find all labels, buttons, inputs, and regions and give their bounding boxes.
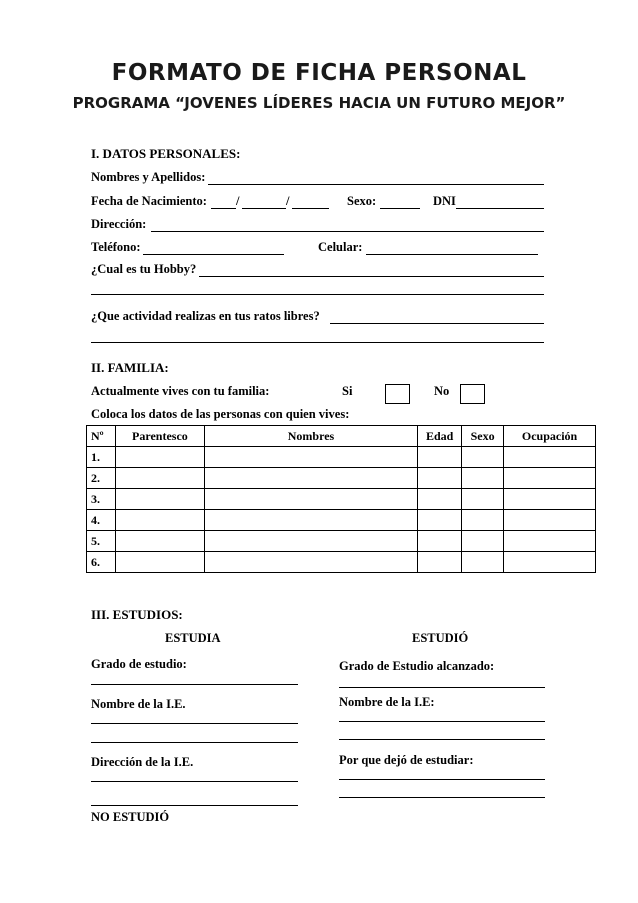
relationship-cell[interactable]: [115, 531, 204, 552]
names-label: Nombres y Apellidos:: [91, 170, 206, 184]
dni-label: DNI: [433, 194, 456, 208]
column-header-number: Nº: [87, 426, 116, 447]
section-personal-heading: I. DATOS PERSONALES:: [91, 146, 241, 161]
birth-day-field[interactable]: [211, 208, 236, 209]
occupation-cell[interactable]: [504, 489, 596, 510]
names-cell[interactable]: [204, 468, 417, 489]
school-name-label: Nombre de la I.E.: [91, 697, 186, 711]
birth-separator: /: [236, 194, 240, 208]
relationship-cell[interactable]: [115, 447, 204, 468]
table-row: [87, 510, 596, 531]
names-cell[interactable]: [204, 447, 417, 468]
occupation-cell[interactable]: [504, 510, 596, 531]
form-subtitle: PROGRAMA “JOVENES LÍDERES HACIA UN FUTURO MEJOR”: [72, 94, 566, 112]
table-row: [87, 531, 596, 552]
sex-cell[interactable]: [462, 468, 504, 489]
freetime-field[interactable]: [330, 323, 544, 324]
phone-field[interactable]: [143, 254, 284, 255]
freetime-field-line-2[interactable]: [91, 342, 544, 343]
family-table: [86, 425, 596, 573]
age-cell[interactable]: [418, 552, 462, 573]
grade-field[interactable]: [91, 684, 298, 685]
relationship-cell[interactable]: [115, 510, 204, 531]
school2-name-label: Nombre de la I.E:: [339, 695, 435, 709]
phone-label: Teléfono:: [91, 240, 141, 254]
studying-heading: ESTUDIA: [165, 631, 221, 645]
age-cell[interactable]: [418, 447, 462, 468]
cellphone-field[interactable]: [366, 254, 538, 255]
sex-cell[interactable]: [462, 510, 504, 531]
family-instruction: Coloca los datos de las personas con quien vives:: [91, 407, 350, 421]
sex-field[interactable]: [380, 208, 420, 209]
sex-cell[interactable]: [462, 489, 504, 510]
occupation-cell[interactable]: [504, 531, 596, 552]
row-number: 3.: [87, 489, 116, 510]
column-header-relationship: Parentesco: [115, 426, 204, 447]
birthdate-label: Fecha de Nacimiento:: [91, 194, 207, 208]
names-field[interactable]: [208, 184, 544, 185]
row-number: 2.: [87, 468, 116, 489]
address-field[interactable]: [151, 231, 544, 232]
table-row: [87, 447, 596, 468]
why-quit-label: Por que dejó de estudiar:: [339, 753, 474, 767]
table-row: [87, 552, 596, 573]
row-number: 6.: [87, 552, 116, 573]
column-header-occupation: Ocupación: [504, 426, 596, 447]
school2-name-field-line-2[interactable]: [339, 739, 545, 740]
why-quit-field-line-2[interactable]: [339, 797, 545, 798]
yes-label: Si: [342, 384, 353, 398]
occupation-cell[interactable]: [504, 468, 596, 489]
form-title: FORMATO DE FICHA PERSONAL: [111, 60, 527, 86]
row-number: 4.: [87, 510, 116, 531]
sex-label: Sexo:: [347, 194, 377, 208]
names-cell[interactable]: [204, 531, 417, 552]
relationship-cell[interactable]: [115, 489, 204, 510]
sex-cell[interactable]: [462, 531, 504, 552]
school-address-label: Dirección de la I.E.: [91, 755, 194, 769]
occupation-cell[interactable]: [504, 552, 596, 573]
occupation-cell[interactable]: [504, 447, 596, 468]
hobby-label: ¿Cual es tu Hobby?: [91, 262, 197, 276]
age-cell[interactable]: [418, 489, 462, 510]
studied-heading: ESTUDIÓ: [412, 631, 469, 645]
cellphone-label: Celular:: [318, 240, 363, 254]
hobby-field-line-2[interactable]: [91, 294, 544, 295]
age-cell[interactable]: [418, 531, 462, 552]
age-cell[interactable]: [418, 468, 462, 489]
grade-reached-label: Grado de Estudio alcanzado:: [339, 659, 495, 673]
grade-reached-field[interactable]: [339, 687, 545, 688]
yes-checkbox[interactable]: [385, 384, 410, 404]
table-header-row: [87, 426, 596, 447]
address-label: Dirección:: [91, 217, 147, 231]
age-cell[interactable]: [418, 510, 462, 531]
school-name-field-line-2[interactable]: [91, 742, 298, 743]
sex-cell[interactable]: [462, 552, 504, 573]
names-cell[interactable]: [204, 510, 417, 531]
table-row: [87, 489, 596, 510]
row-number: 5.: [87, 531, 116, 552]
relationship-cell[interactable]: [115, 552, 204, 573]
birth-separator: /: [286, 194, 290, 208]
section-studies-heading: III. ESTUDIOS:: [91, 607, 183, 622]
names-cell[interactable]: [204, 489, 417, 510]
hobby-field[interactable]: [199, 276, 544, 277]
section-family-heading: II. FAMILIA:: [91, 360, 169, 375]
not-studied-label: NO ESTUDIÓ: [91, 810, 170, 824]
freetime-label: ¿Que actividad realizas en tus ratos libres?: [91, 309, 320, 323]
school2-name-field[interactable]: [339, 721, 545, 722]
school-address-field[interactable]: [91, 781, 298, 782]
grade-label: Grado de estudio:: [91, 657, 187, 671]
lives-with-family-label: Actualmente vives con tu familia:: [91, 384, 270, 398]
birth-year-field[interactable]: [292, 208, 329, 209]
sex-cell[interactable]: [462, 447, 504, 468]
dni-field[interactable]: [456, 208, 544, 209]
column-header-names: Nombres: [204, 426, 417, 447]
no-checkbox[interactable]: [460, 384, 485, 404]
column-header-sex: Sexo: [462, 426, 504, 447]
table-row: [87, 468, 596, 489]
no-label: No: [434, 384, 450, 398]
relationship-cell[interactable]: [115, 468, 204, 489]
school-name-field[interactable]: [91, 723, 298, 724]
row-number: 1.: [87, 447, 116, 468]
school-address-field-line-2[interactable]: [91, 805, 298, 806]
column-header-age: Edad: [418, 426, 462, 447]
birth-month-field[interactable]: [242, 208, 286, 209]
names-cell[interactable]: [204, 552, 417, 573]
why-quit-field[interactable]: [339, 779, 545, 780]
